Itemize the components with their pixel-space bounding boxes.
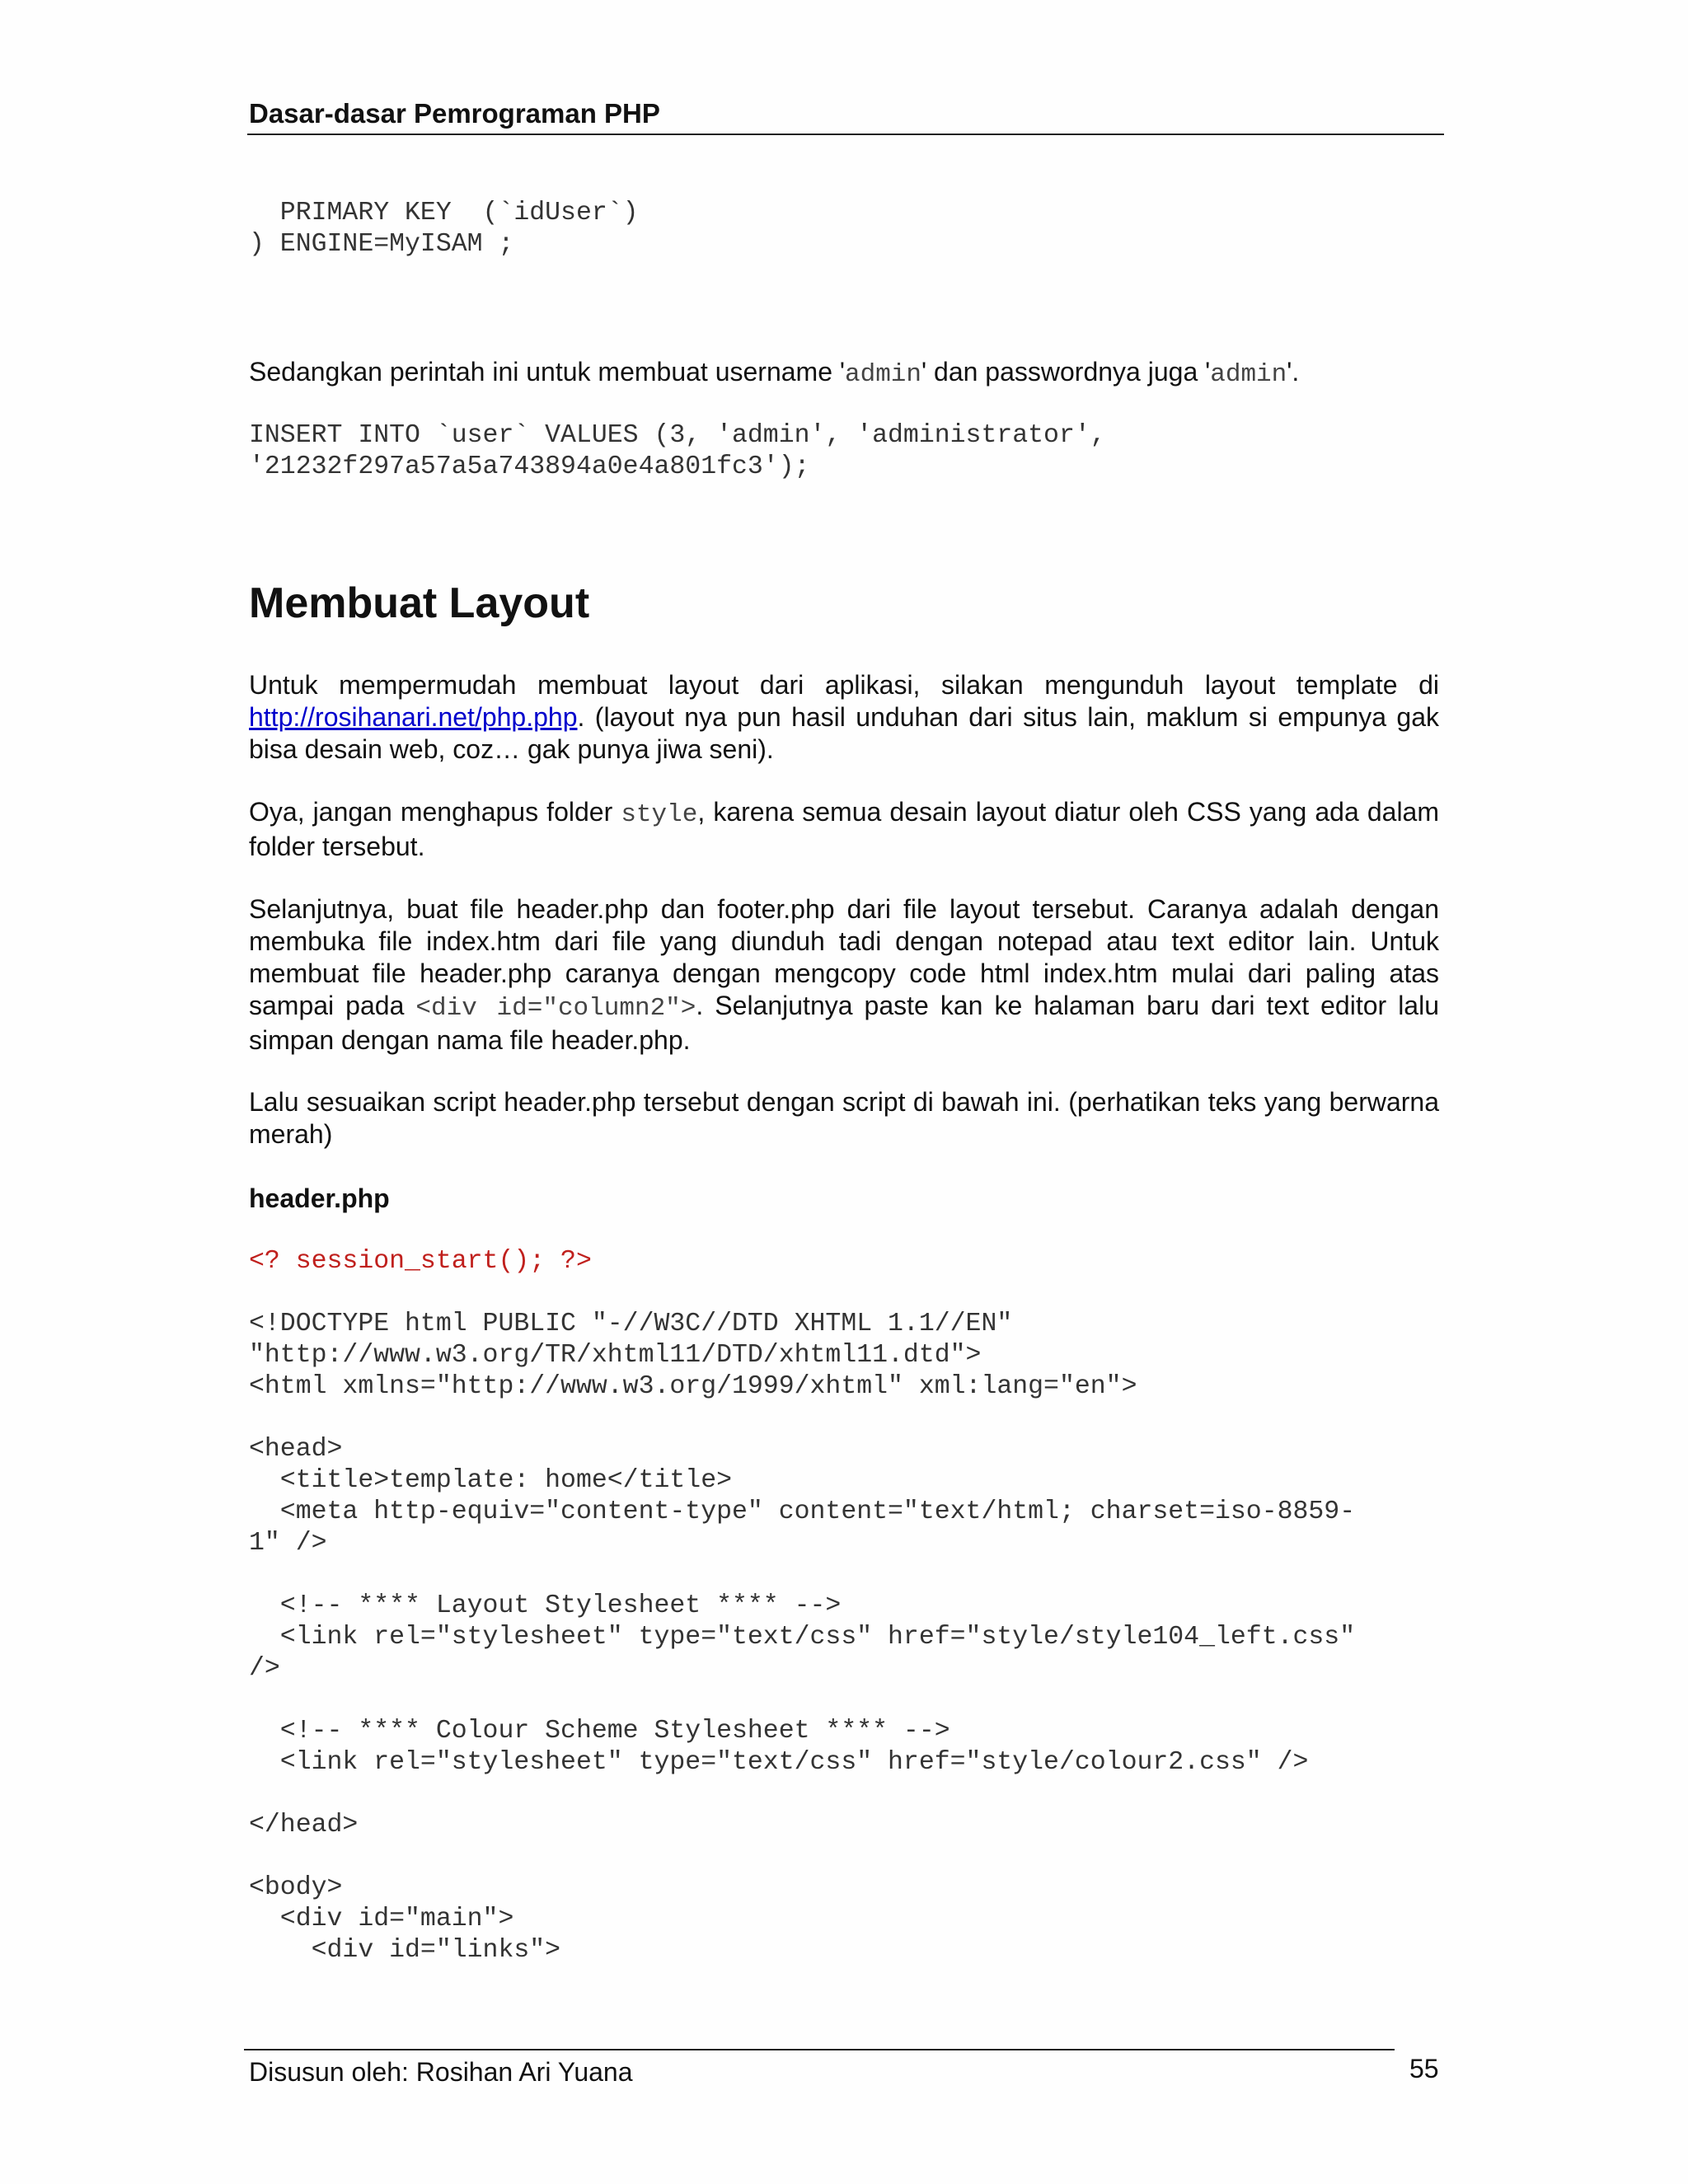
section-title: Membuat Layout (249, 579, 590, 627)
page-number: 55 (1409, 2054, 1439, 2083)
paragraph-download: Untuk mempermudah membuat layout dari aplikasi, silakan mengunduh layout template di http://rosihanari.net/php.php. (layout nya pun hasil unduhan dari situs lain, maklum si empunya gak bisa desain web, coz… gak punya jiwa seni). (249, 670, 1439, 764)
file-label: header.php (249, 1183, 390, 1213)
running-header (247, 97, 1444, 135)
code-sql-end: PRIMARY KEY (`idUser`) ) ENGINE=MyISAM ; (249, 199, 639, 259)
code-session-start: <? session_start(); ?> (249, 1247, 592, 1276)
inline-code-column2: <div id="column2"> (415, 994, 696, 1023)
inline-code-username: admin (845, 360, 922, 389)
code-header-html: <!DOCTYPE html PUBLIC "-//W3C//DTD XHTML 1.1//EN" "http://www.w3.org/TR/xhtml11/DTD/xhtml11.dtd"> <html xmlns="http://www.w3.org/1999/xhtml" xml:lang="en"> <head> <title>template: home</title> <meta http-equiv="content-type" content="text/html; charset=iso-8859- 1" /> <!-- **** Layout Stylesheet **** --> <link rel="stylesheet" type="text/css" href="style/style104_left.css" /> <!-- **** Colour Scheme Stylesheet **** --> <link rel="stylesheet" type="text/css" href="style/colour2.css" /> </head> <body> <div id="main"> <div id="links"> (249, 1310, 1356, 1965)
paragraph-header-instructions: Selanjutnya, buat file header.php dan footer.php dari file layout tersebut. Caranya adalah dengan membuka file index.htm dari file yang diunduh tadi dengan notepad atau text editor lain. Untuk membuat file header.php caranya dengan mengcopy code html index.htm mulai dari paling atas sampai pada <div id="column2">. Selanjutnya paste kan ke halaman baru dari text editor lalu simpan dengan nama file header.php. (249, 894, 1440, 1055)
footer-author: Disusun oleh: Rosihan Ari Yuana (249, 2057, 633, 2087)
paragraph-adjust: Lalu sesuaikan script header.php tersebut dengan script di bawah ini. (perhatikan teks yang berwarna merah) (249, 1087, 1439, 1149)
running-header-title: Dasar-dasar Pemrograman PHP (249, 98, 660, 129)
template-link[interactable]: http://rosihanari.net/php.php (249, 702, 578, 732)
inline-code-password: admin (1210, 360, 1287, 389)
inline-code-style: style (621, 800, 698, 829)
footer-rule (244, 2049, 1395, 2050)
paragraph-admin: Sedangkan perintah ini untuk membuat username 'admin' dan passwordnya juga 'admin'. (249, 357, 1300, 389)
code-insert: INSERT INTO `user` VALUES (3, 'admin', 'administrator', '21232f297a57a5a743894a0e4a801fc3'); (249, 421, 1106, 481)
paragraph-style-folder: Oya, jangan menghapus folder style, karena semua desain layout diatur oleh CSS yang ada dalam folder tersebut. (249, 797, 1440, 861)
